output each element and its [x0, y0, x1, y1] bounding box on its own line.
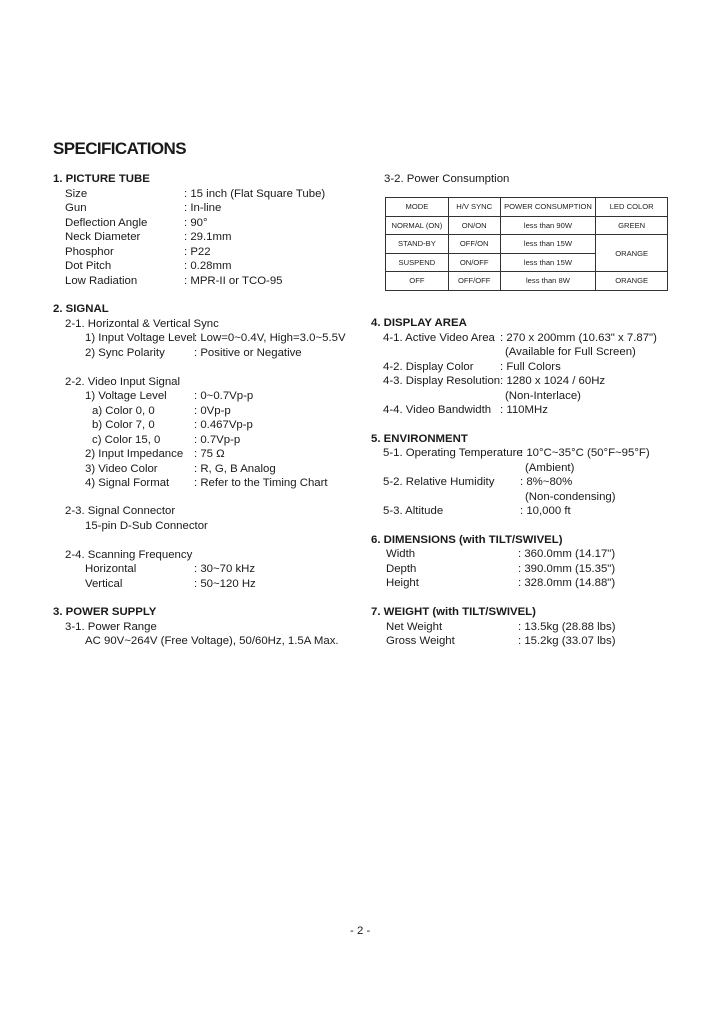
column-header: LED COLOR	[596, 198, 668, 217]
spec-label: 4-1. Active Video Area	[383, 332, 495, 344]
video-subheading: 2-2. Video Input Signal	[65, 376, 181, 388]
spec-value: : 90°	[184, 217, 208, 229]
spec-label: 1) Voltage Level	[85, 390, 167, 402]
table-cell: ORANGE	[596, 235, 668, 272]
power-range-value: AC 90V~264V (Free Voltage), 50/60Hz, 1.5A Max.	[85, 635, 339, 647]
column-header: POWER CONSUMPTION	[500, 198, 596, 217]
spec-value: : 0.28mm	[184, 260, 232, 272]
spec-value: : In-line	[184, 202, 222, 214]
connector-subheading: 2-3. Signal Connector	[65, 505, 176, 517]
page-number: - 2 -	[350, 925, 371, 937]
power-range-subheading: 3-1. Power Range	[65, 621, 157, 633]
spec-note: (Ambient)	[525, 462, 575, 474]
spec-label: 2) Input Impedance	[85, 448, 184, 460]
spec-value: : R, G, B Analog	[194, 463, 276, 475]
column-header: H/V SYNC	[448, 198, 500, 217]
table-cell: OFF/OFF	[448, 272, 500, 291]
table-cell: ON/OFF	[448, 253, 500, 272]
spec-label: Neck Diameter	[65, 231, 141, 243]
table-cell: less than 8W	[500, 272, 596, 291]
display-area-heading: 4. DISPLAY AREA	[371, 317, 467, 329]
spec-label: Net Weight	[386, 621, 443, 633]
spec-value: : 30~70 kHz	[194, 563, 256, 575]
connector-value: 15-pin D-Sub Connector	[85, 520, 208, 532]
spec-label: 5-2. Relative Humidity	[383, 476, 495, 488]
spec-value: : 270 x 200mm (10.63" x 7.87")	[500, 332, 657, 344]
spec-value: : 15.2kg (33.07 lbs)	[518, 635, 616, 647]
spec-value: : 50~120 Hz	[194, 578, 256, 590]
spec-value: : Full Colors	[500, 361, 561, 373]
signal-heading: 2. SIGNAL	[53, 303, 109, 315]
spec-label: Size	[65, 188, 88, 200]
table-cell: GREEN	[596, 216, 668, 235]
spec-label: 2) Sync Polarity	[85, 347, 165, 359]
table-cell: OFF/ON	[448, 235, 500, 254]
spec-label: 4-2. Display Color	[383, 361, 474, 373]
power-consumption-table	[385, 197, 668, 291]
spec-value: : 13.5kg (28.88 lbs)	[518, 621, 616, 633]
page-title: SPECIFICATIONS	[53, 139, 186, 158]
spec-label: 3) Video Color	[85, 463, 158, 475]
spec-label: Height	[386, 577, 419, 589]
table-header-row	[386, 198, 668, 217]
spec-label: Vertical	[85, 578, 123, 590]
spec-value: : 110MHz	[500, 404, 548, 416]
weight-heading: 7. WEIGHT (with TILT/SWIVEL)	[371, 606, 536, 618]
spec-label: 4-3. Display Resolution	[383, 375, 501, 387]
spec-value: : Refer to the Timing Chart	[194, 477, 328, 489]
spec-label: Phosphor	[65, 246, 114, 258]
table-row	[386, 216, 668, 235]
spec-value: : Positive or Negative	[194, 347, 302, 359]
table-cell: STAND-BY	[386, 235, 449, 254]
table-cell: less than 15W	[500, 253, 596, 272]
spec-note: (Non-condensing)	[525, 491, 616, 503]
table-cell: NORMAL (ON)	[386, 216, 449, 235]
spec-label: 4-4. Video Bandwidth	[383, 404, 492, 416]
spec-value: : 0.467Vp-p	[194, 419, 253, 431]
table-cell: less than 15W	[500, 235, 596, 254]
spec-value: : 10,000 ft	[520, 505, 571, 517]
scan-subheading: 2-4. Scanning Frequency	[65, 549, 193, 561]
dimensions-heading: 6. DIMENSIONS (with TILT/SWIVEL)	[371, 534, 563, 546]
spec-label: 4) Signal Format	[85, 477, 170, 489]
picture-tube-heading: 1. PICTURE TUBE	[53, 173, 150, 185]
spec-value: : 8%~80%	[520, 476, 573, 488]
spec-label: b) Color 7, 0	[92, 419, 155, 431]
spec-value: : P22	[184, 246, 211, 258]
table-cell: ORANGE	[596, 272, 668, 291]
spec-value: : 0.7Vp-p	[194, 434, 241, 446]
spec-value: : 390.0mm (15.35")	[518, 563, 616, 575]
spec-label: Gross Weight	[386, 635, 455, 647]
spec-value: : 10°C~35°C (50°F~95°F)	[520, 447, 650, 459]
spec-value: : Low=0~0.4V, High=3.0~5.5V	[194, 332, 346, 344]
table-row	[386, 235, 668, 254]
spec-label: 5-3. Altitude	[383, 505, 444, 517]
spec-value: : 0~0.7Vp-p	[194, 390, 254, 402]
spec-label: Low Radiation	[65, 275, 138, 287]
table-cell: OFF	[386, 272, 449, 291]
spec-label: c) Color 15, 0	[92, 434, 161, 446]
table-cell: less than 90W	[500, 216, 596, 235]
spec-label: 1) Input Voltage Level	[85, 332, 196, 344]
spec-label: 5-1. Operating Temperature	[383, 447, 523, 459]
spec-value: : 1280 x 1024 / 60Hz	[500, 375, 606, 387]
column-header: MODE	[386, 198, 449, 217]
table-cell: SUSPEND	[386, 253, 449, 272]
environment-heading: 5. ENVIRONMENT	[371, 433, 468, 445]
spec-label: Width	[386, 548, 416, 560]
spec-label: a) Color 0, 0	[92, 405, 155, 417]
spec-value: : 0Vp-p	[194, 405, 231, 417]
power-supply-heading: 3. POWER SUPPLY	[53, 606, 157, 618]
spec-label: Deflection Angle	[65, 217, 148, 229]
spec-value: : 15 inch (Flat Square Tube)	[184, 188, 326, 200]
spec-label: Depth	[386, 563, 417, 575]
spec-value: : 328.0mm (14.88")	[518, 577, 616, 589]
spec-label: Horizontal	[85, 563, 137, 575]
table-cell: ON/ON	[448, 216, 500, 235]
power-consumption-heading: 3-2. Power Consumption	[384, 173, 510, 185]
spec-value: : 75 Ω	[194, 448, 225, 460]
spec-value: : 360.0mm (14.17")	[518, 548, 616, 560]
spec-label: Dot Pitch	[65, 260, 112, 272]
spec-value: : MPR-II or TCO-95	[184, 275, 283, 287]
table-row	[386, 272, 668, 291]
spec-label: Gun	[65, 202, 87, 214]
spec-note: (Non-Interlace)	[505, 390, 581, 402]
spec-value: : 29.1mm	[184, 231, 232, 243]
spec-note: (Available for Full Screen)	[505, 346, 636, 358]
sync-subheading: 2-1. Horizontal & Vertical Sync	[65, 318, 219, 330]
